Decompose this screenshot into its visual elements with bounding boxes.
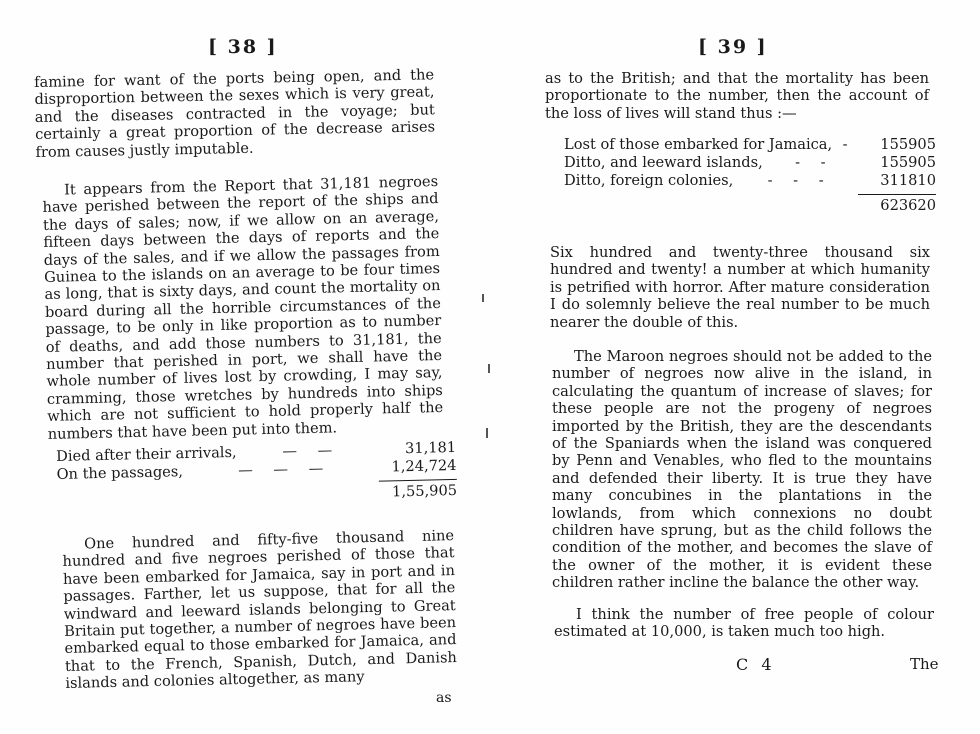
right-table-row	[564, 136, 936, 154]
left-mortality-table	[56, 439, 457, 509]
right-paragraph-3	[552, 348, 932, 592]
left-table-row-label: On the passages,	[56, 463, 184, 483]
left-table-row-label: Died after their arrivals,	[56, 443, 237, 465]
left-paragraph-3	[62, 527, 457, 693]
right-paragraph-3-text: The Maroon negroes should not be added to the number of negroes now alive in the island, in calculating the quantum of increase of slaves; for these people are not the progeny of negroes imported by the British, they are the descendants of the Spaniards when the island was conquered by Penn and Venables, who fled to the mountains and defended their liberty. It is true they have many concubines in the plantations in the lowlands, from which connexions no doubt children have sprung, but as the child follows the condition of the mother, and becomes the slave of the owner of the mother, it is evident these children rather incline the balance the other way.	[552, 348, 932, 592]
right-table-row-value: 155905	[880, 136, 936, 153]
left-paragraph-3-text: One hundred and fifty-five thousand nine hundred and five negroes perished of those that have been embarked for Jamaica, say in port and in passages. Farther, let us suppose, that for all the windward and leeward islands belonging to Great Britain put together, a number of negroes have been embarked equal to those embarked for Jamaica, and that to the French, Spanish, Dutch, and Danish islands and colonies altogether, as many	[62, 527, 458, 693]
right-table-total: 623620	[880, 197, 936, 214]
right-paragraph-4-text: I think the number of free people of colour estimated at 10,000, is taken much too high.	[554, 606, 934, 641]
left-table-row-value: 1,24,724	[391, 456, 457, 476]
left-table-row-dashes: — —	[282, 441, 341, 460]
right-paragraph-2-text: Six hundred and twenty-three thousand six hundred and twenty! a number at which humanity is petrified with horror. After mature consideration I do solemnly believe the real number to be much nearer the double of this.	[550, 244, 930, 331]
left-table-total: 1,55,905	[391, 481, 458, 501]
right-paragraph-4	[554, 606, 934, 641]
right-table-row-label: Ditto, and leeward islands,	[564, 154, 763, 171]
right-table-row-value: 311810	[880, 172, 936, 189]
right-paragraph-1-text: as to the British; and that the mortality has been proportionate to the number, then the account of the loss of lives will stand thus :—	[545, 70, 929, 122]
right-table-row-label: Lost of those embarked for Jamaica,	[564, 136, 833, 153]
right-table-row-dashes: - -	[795, 154, 834, 171]
right-table-row-dashes: -	[842, 136, 856, 153]
left-paragraph-1-text: famine for want of the ports being open, and the disproportion between the sexes which is very great, and the diseases contracted in the voyage; but certainly a great proportion of the decrease arises from causes justly imputable.	[34, 66, 436, 161]
left-table-row-value: 31,181	[404, 438, 457, 458]
left-paragraph-2	[42, 173, 444, 443]
gutter-speck	[482, 294, 484, 302]
right-paragraph-1	[545, 70, 929, 122]
right-table-row-dashes: - - -	[767, 172, 832, 189]
right-table-row-value: 155905	[880, 154, 936, 171]
left-table-row-dashes: — — —	[238, 459, 332, 479]
right-table-row	[564, 154, 936, 172]
right-page	[490, 0, 980, 734]
left-page-number: [ 38 ]	[208, 36, 278, 58]
left-catchword: as	[436, 690, 452, 706]
right-table-row-label: Ditto, foreign colonies,	[564, 172, 734, 189]
gutter-speck	[486, 428, 488, 438]
right-page-number: [ 39 ]	[698, 36, 768, 58]
right-catchword: The	[910, 655, 939, 673]
right-loss-table	[564, 136, 936, 215]
right-table-sum-rule	[858, 194, 936, 195]
signature-mark: C 4	[736, 655, 776, 674]
left-paragraph-1	[34, 66, 436, 161]
right-table-row	[564, 172, 936, 190]
left-paragraph-2-text: It appears from the Report that 31,181 negroes have perished between the report of the ships and the days of sales; now, if we allow on an average, fifteen days between the days of reports and the days of the sales, and if we allow the passages from Guinea to the islands on an average to be four times as long, that is sixty days, and count the mortality on board during all the horrible circumstances of the passage, to be only in like proportion as to number of deaths, and add those numbers to 31,181, the number that perished in port, we shall have the whole number of lives lost by crowding, I may say, cramming, those wretches by hundreds into ships which are not sufficient to hold properly half the numbers that have been put into them.	[42, 173, 444, 443]
right-paragraph-2	[550, 244, 930, 331]
